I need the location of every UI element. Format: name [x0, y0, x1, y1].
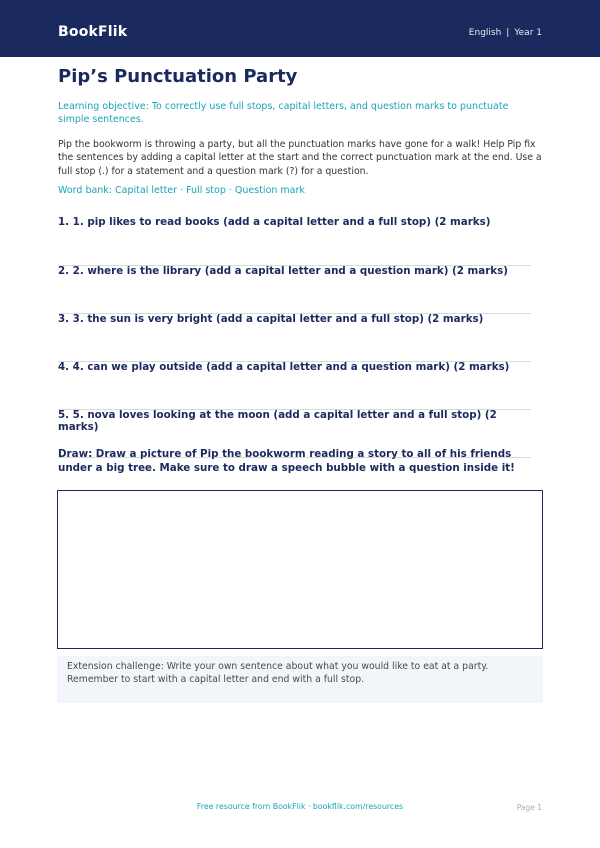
word-bank-separator: ·: [180, 185, 184, 196]
word-bank-item: Question mark: [234, 185, 305, 196]
intro-text: Pip the bookworm is throwing a party, but all the punctuation marks have gone for a walk! Help Pip fix the sentences by adding a capital letter at the start and the correct punctuation mark at the end. Use a full stop (.) for a statement and a question mark (?) for a question.: [58, 139, 542, 177]
question-4: 4. 4. can we play outside (add a capital letter and a question mark) (2 marks): [58, 361, 510, 373]
header-bar: [0, 0, 600, 57]
drawing-area[interactable]: [57, 490, 543, 649]
word-bank-separator: ·: [228, 185, 232, 196]
year-label: Year 1: [514, 28, 542, 38]
word-bank: [58, 185, 305, 196]
word-bank-label: Word bank:: [58, 185, 113, 196]
word-bank-item: Full stop: [186, 185, 226, 196]
page-number: Page 1: [516, 803, 542, 812]
brand-logo: BookFlik: [58, 24, 128, 40]
question-5: 5. 5. nova loves looking at the moon (add a capital letter and a full stop) (2 marks): [58, 409, 497, 433]
extension-challenge: Extension challenge: Write your own sentence about what you would like to eat at a party. Remember to start with a capital letter and end with a full stop.: [57, 656, 543, 703]
question-2: 2. 2. where is the library (add a capital letter and a question mark) (2 marks): [58, 265, 508, 277]
subject-label: English: [468, 28, 502, 38]
draw-prompt: Draw: Draw a picture of Pip the bookworm reading a story to all of his friends under a big tree. Make sure to draw a speech bubble with a question inside it!: [58, 448, 515, 474]
word-bank-item: Capital letter: [115, 185, 178, 196]
question-3: 3. 3. the sun is very bright (add a capital letter and a full stop) (2 marks): [58, 313, 484, 325]
question-1: 1. 1. pip likes to read books (add a capital letter and a full stop) (2 marks): [58, 216, 491, 228]
subject-year: [469, 28, 542, 38]
learning-objective: Learning objective: To correctly use full stops, capital letters, and question marks to punctuate simple sentences.: [58, 101, 509, 125]
meta-separator: |: [506, 28, 510, 38]
footer-text: Free resource from BookFlik · bookflik.com/resources: [196, 802, 404, 811]
page-title: Pip’s Punctuation Party: [58, 66, 298, 87]
